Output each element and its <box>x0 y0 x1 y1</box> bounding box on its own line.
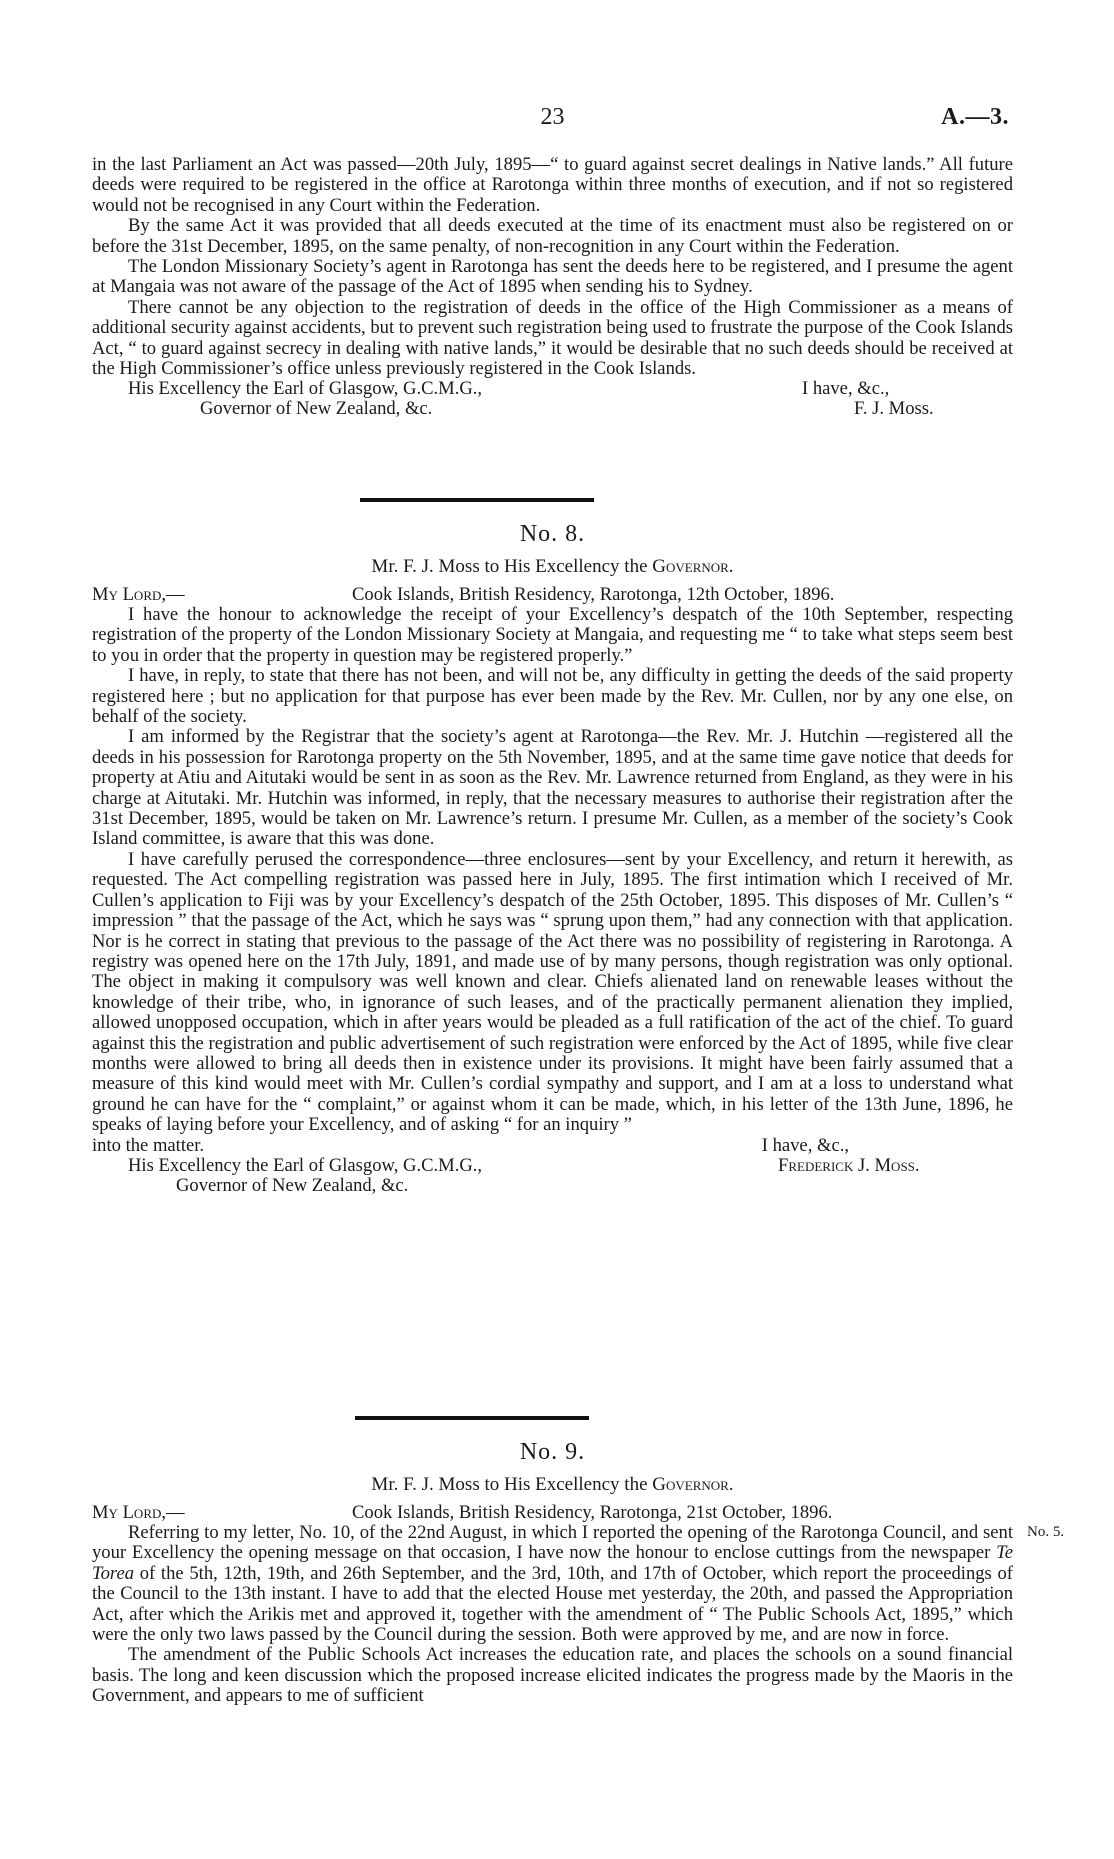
addressee-line: His Excellency the Earl of Glasgow, G.C.M.G., <box>128 1154 483 1176</box>
closing-line <box>92 1136 1013 1156</box>
page-number: 23 <box>540 104 565 130</box>
subtitle-text: Mr. F. J. Moss to His Excellency the <box>371 1474 648 1495</box>
closing: I have, &c., <box>761 1134 849 1156</box>
subtitle-office: Governor. <box>652 556 734 577</box>
closing-text: into the matter. <box>92 1134 205 1156</box>
section-divider <box>360 498 594 502</box>
signature-block <box>92 379 1013 419</box>
salutation: My Lord,— <box>92 1502 185 1523</box>
paragraph: in the last Parliament an Act was passed—20th July, 1895—“ to guard against secret dealings in Native lands.” All future deeds were required to be registered in the office at Rarotonga within three months of execution, and if not so registered would not be recognised in any Court within the Federation. <box>92 154 1013 216</box>
paragraph <box>92 1523 1013 1645</box>
paragraph: There cannot be any objection to the registration of deeds in the office of the High Commissioner as a means of additional security against accidents, but to prevent such registration being used to frustrate the purpose of the Cook Islands Act, “ to guard against secrecy in dealing with native lands,” it would be desirable that no such deeds should be received at the High Commissioner’s office unless previously registered in the Cook Islands. <box>92 296 1013 380</box>
paragraph-text: of the 5th, 12th, 19th, and 26th September, and the 3rd, 10th, and 17th of October, which report the proceedings of the Council to the 13th instant. I have to add that the elected House met yesterday, the 20th, and passed the Appropriation Act, after which the Arikis met and approved it, together with the amendment of “ The Public Schools Act, 1895,” which were the only two laws passed by the Council during the session. Both were approved by me, and are now in force. <box>92 1562 1013 1646</box>
paragraph: I have the honour to acknowledge the receipt of your Excellency’s despatch of the 10th September, respecting registration of the property of the London Missionary Society at Mangaia, and requesting me “ to take what steps seem best to you in order that the property in question may be registered properly.” <box>92 604 1013 666</box>
letter-subtitle <box>92 1474 1013 1496</box>
letter-continuation <box>92 155 1013 419</box>
paragraph: I have, in reply, to state that there has not been, and will not be, any difficulty in getting the deeds of the said property registered here ; but no application for that purpose has ever been made by the Rev. Mr. Cullen, nor by any one else, on behalf of the society. <box>92 665 1013 728</box>
paragraph-text: Referring to my letter, No. 10, of the 22nd August, in which I reported the opening of the Rarotonga Council, and sent your Excellency the opening message on that occasion, I have now the honour to enclose cuttings from the newspaper <box>92 1522 1013 1564</box>
subtitle-office: Governor. <box>652 1474 734 1495</box>
letter-body <box>92 1523 1013 1707</box>
newspaper-title: Te Torea <box>92 1542 1013 1584</box>
page-reference: A.—3. <box>941 104 1009 130</box>
letter-body <box>92 605 1013 1196</box>
addressee-line: Governor of New Zealand, &c. <box>200 398 433 420</box>
letter-number-title: No. 9. <box>519 1439 586 1465</box>
dateline: Cook Islands, British Residency, Rarotonga, 12th October, 1896. <box>352 584 835 605</box>
dateline: Cook Islands, British Residency, Rarotonga, 21st October, 1896. <box>352 1502 833 1523</box>
addressee-line: Governor of New Zealand, &c. <box>176 1174 409 1196</box>
letter-subtitle <box>92 556 1013 578</box>
signatory: Frederick J. Moss. <box>778 1154 920 1176</box>
salutation: My Lord,— <box>92 584 185 605</box>
margin-note: No. 5. <box>1027 1524 1065 1540</box>
paragraph: The London Missionary Society’s agent in Rarotonga has sent the deeds here to be registered, and I presume the agent at Mangaia was not aware of the passage of the Act of 1895 when sending his to Sydney. <box>92 256 1013 298</box>
paragraph: I have carefully perused the correspondence—three enclosures—sent by your Excellency, and return it herewith, as requested. The Act compelling registration was passed here in July, 1895. The first intimation which I received of Mr. Cullen’s application to Fiji was by your Excellency’s despatch of the 25th October, 1895. This disposes of Mr. Cullen’s “ impression ” that the passage of the Act, which he says was “ sprung upon them,” had any connection with that application. Nor is he correct in stating that previous to the passage of the Act there was no possibility of registering in Rarotonga. A registry was opened here on the 17th July, 1891, and made use of by many persons, though registration was only optional. The object in making it compulsory was well known and clear. Chiefs alienated land on renewable leases without the knowledge of their tribe, who, in ignorance of such leases, and of the practically permanent alienation they implied, allowed unopposed occupation, which in after years would be pleaded as a full ratification of the act of the chief. To guard against this the registration and public advertisement of such registration were enforced by the Act of 1895, while five clear months were allowed to bring all deeds then in existence under its provisions. It might have been fairly assumed that a measure of this kind would meet with Mr. Cullen’s cordial sympathy and support, and I am at a loss to understand what ground he can have for the “ complaint,” or against whom it can be made, which, in his letter of the 13th June, 1896, he speaks of laying before your Excellency, and of asking “ for an inquiry ” <box>92 848 1013 1136</box>
paragraph: The amendment of the Public Schools Act increases the education rate, and places the schools on a sound financial basis. The long and keen discussion which the proposed increase elicited indicates the progress made by the Maoris in the Government, and appears to me of sufficient <box>92 1644 1013 1707</box>
paragraph: I am informed by the Registrar that the society’s agent at Rarotonga—the Rev. Mr. J. Hutchin —registered all the deeds in his possession for Rarotonga property on the 5th November, 1895, and at the same time gave notice that deeds for property at Atiu and Aitutaki would be sent in as soon as the Rev. Mr. Lawrence returned from England, as they were in his charge at Aitutaki. Mr. Hutchin was informed, in reply, that the necessary measures to authorise their registration after the 31st December, 1895, would be taken on Mr. Lawrence’s return. I presume Mr. Cullen, as a member of the society’s Cook Island committee, is aware that this was done. <box>92 726 1013 850</box>
document-page <box>92 0 1065 1859</box>
page-header <box>92 104 1013 134</box>
signature-block <box>92 1156 1013 1196</box>
addressee-line: His Excellency the Earl of Glasgow, G.C.M.G., <box>128 378 483 400</box>
letter-number-title: No. 8. <box>519 521 586 547</box>
paragraph: By the same Act it was provided that all deeds executed at the time of its enactment must also be registered on or before the 31st December, 1895, on the same penalty, of non-recognition in any Court within the Federation. <box>92 215 1013 257</box>
signatory: F. J. Moss. <box>854 398 934 420</box>
subtitle-text: Mr. F. J. Moss to His Excellency the <box>371 556 648 577</box>
closing: I have, &c., <box>802 378 890 400</box>
section-divider <box>355 1416 589 1420</box>
